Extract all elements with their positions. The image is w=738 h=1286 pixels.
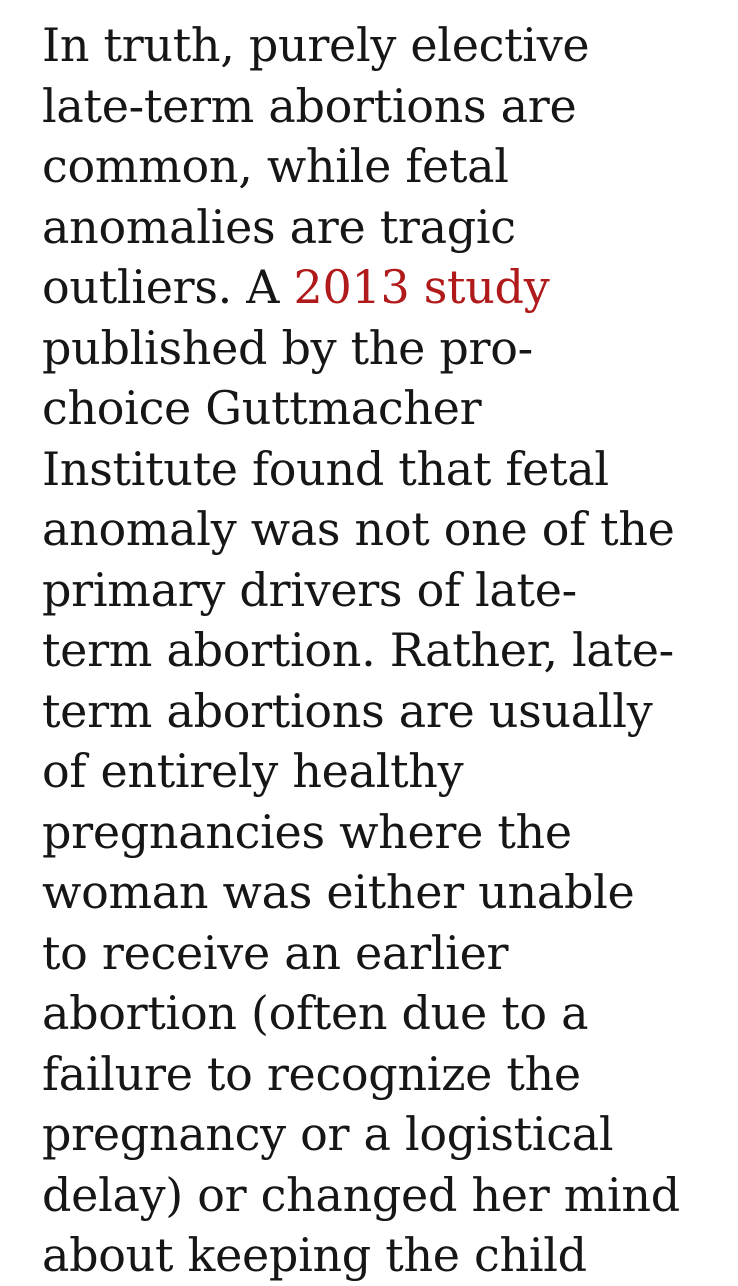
text-line: choice Guttmacher [42, 381, 482, 435]
text-line: common, while fetal [42, 139, 509, 193]
text-line: late-term abortions are [42, 78, 577, 133]
text-segment: outliers. A [42, 260, 294, 314]
text-line: to receive an earlier [42, 925, 509, 980]
text-line-with-link [42, 257, 732, 318]
text-line: failure to recognize the [42, 1046, 581, 1101]
text-line: primary drivers of late- [42, 562, 577, 617]
text-line: abortion (often due to a [42, 986, 589, 1040]
text-line: In truth, purely elective [42, 18, 590, 72]
article-body [42, 15, 732, 1286]
text-line: published by the pro- [42, 320, 533, 375]
text-line: Institute found that fetal [42, 441, 609, 496]
text-line: term abortion. Rather, late- [42, 623, 674, 677]
text-line: anomalies are tragic [42, 199, 516, 254]
text-line: term abortions are usually [42, 683, 653, 738]
text-line: of entirely healthy [42, 744, 464, 798]
text-line: pregnancies where the [42, 804, 572, 859]
study-link[interactable]: 2013 study [293, 260, 550, 314]
text-line: delay) or changed her mind [42, 1167, 680, 1222]
text-line: about keeping the child [42, 1228, 587, 1282]
text-line: pregnancy or a logistical [42, 1107, 614, 1161]
text-line: anomaly was not one of the [42, 502, 675, 556]
article-paragraph [42, 15, 732, 1286]
text-line: woman was either unable [42, 865, 635, 919]
